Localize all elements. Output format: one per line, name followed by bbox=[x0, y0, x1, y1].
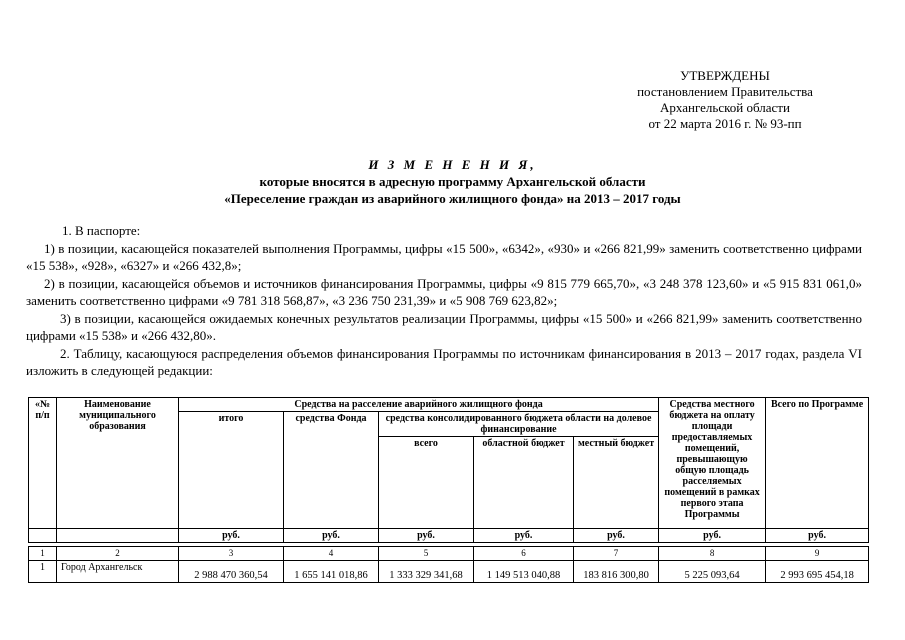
heading-line: которые вносятся в адресную программу Архангельской области bbox=[259, 174, 646, 189]
column-number: 5 bbox=[379, 547, 474, 561]
column-number: 8 bbox=[659, 547, 766, 561]
header-total: итого bbox=[179, 412, 284, 529]
row-all: 1 333 329 341,68 bbox=[379, 561, 474, 583]
column-number: 3 bbox=[179, 547, 284, 561]
column-number: 2 bbox=[57, 547, 179, 561]
header-all: всего bbox=[379, 437, 474, 529]
row-program-total: 2 993 695 454,18 bbox=[766, 561, 869, 583]
unit-cell bbox=[57, 529, 179, 543]
approval-line: Архангельской области bbox=[660, 100, 790, 115]
unit-cell: руб. bbox=[179, 529, 284, 543]
unit-cell: руб. bbox=[574, 529, 659, 543]
row-regional: 1 149 513 040,88 bbox=[474, 561, 574, 583]
unit-cell: руб. bbox=[766, 529, 869, 543]
paragraph: 1) в позиции, касающейся показателей выполнения Программы, цифры «15 500», «6342», «930» и «266 821,99» заменить соответственно цифрами «15 538», «928», «6327» и «266 432,8»; bbox=[26, 240, 862, 273]
row-total: 2 988 470 360,54 bbox=[179, 561, 284, 583]
table-row bbox=[29, 561, 869, 583]
row-number: 1 bbox=[29, 561, 57, 583]
header-regional: областной бюджет bbox=[474, 437, 574, 529]
header-program-total: Всего по Программе bbox=[766, 398, 869, 529]
header-num: «№ п/п bbox=[29, 398, 57, 529]
unit-cell: руб. bbox=[474, 529, 574, 543]
column-number: 9 bbox=[766, 547, 869, 561]
paragraph: 1. В паспорте: bbox=[62, 223, 141, 238]
paragraph: 2) в позиции, касающейся объемов и источников финансирования Программы, цифры «9 815 779 665,70», «3 248 378 123,60» и «5 915 831 061,0» заменить соответственно цифрами «9 781 318 568,87», «3 236 750 231,39» и «5 908 769 623,82»; bbox=[26, 275, 862, 308]
paragraph: 2. Таблицу, касающуюся распределения объемов финансирования Программы по источникам финансирования в 2013 – 2017 годах, раздела VI изложить в следующей редакции: bbox=[26, 345, 862, 378]
header-fund: средства Фонда bbox=[284, 412, 379, 529]
row-municipality: Город Архангельск bbox=[57, 561, 179, 583]
unit-cell: руб. bbox=[284, 529, 379, 543]
approval-title: УТВЕРЖДЕНЫ bbox=[680, 68, 770, 83]
document-body bbox=[26, 222, 862, 380]
header-funds: Средства на расселение аварийного жилищного фонда bbox=[179, 398, 659, 412]
column-number: 1 bbox=[29, 547, 57, 561]
column-number: 6 bbox=[474, 547, 574, 561]
row-local: 183 816 300,80 bbox=[574, 561, 659, 583]
financing-table bbox=[28, 397, 869, 583]
header-municipality: Наименование муниципального образования bbox=[57, 398, 179, 529]
heading-line: «Переселение граждан из аварийного жилищного фонда» на 2013 – 2017 годы bbox=[224, 191, 681, 206]
header-local-extra: Средства местного бюджета на оплату площади предоставляемых помещений, превышающую общую площадь расселяемых помещений в рамках первого этапа Программы bbox=[659, 398, 766, 529]
approval-date: от 22 марта 2016 г. № 93-пп bbox=[648, 116, 802, 131]
approval-block bbox=[600, 68, 850, 132]
paragraph: 3) в позиции, касающейся ожидаемых конечных результатов реализации Программы, цифры «15 500» и «266 821,99» заменить соответственно цифрами «15 538» и «266 432,80». bbox=[26, 310, 862, 343]
column-number: 4 bbox=[284, 547, 379, 561]
header-local: местный бюджет bbox=[574, 437, 659, 529]
document-heading bbox=[0, 156, 905, 207]
unit-cell bbox=[29, 529, 57, 543]
row-local-extra: 5 225 093,64 bbox=[659, 561, 766, 583]
row-fund: 1 655 141 018,86 bbox=[284, 561, 379, 583]
approval-line: постановлением Правительства bbox=[637, 84, 813, 99]
unit-cell: руб. bbox=[659, 529, 766, 543]
unit-cell: руб. bbox=[379, 529, 474, 543]
column-number: 7 bbox=[574, 547, 659, 561]
heading-title: И З М Е Н Е Н И Я, bbox=[368, 157, 537, 172]
header-consolidated: средства консолидированного бюджета области на долевое финансирование bbox=[379, 412, 659, 437]
